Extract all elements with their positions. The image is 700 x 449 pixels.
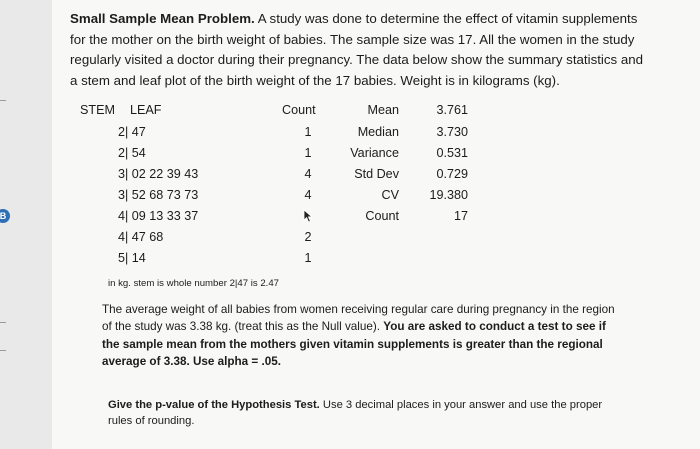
problem-intro (70, 9, 650, 91)
stat-label-median: Median (357, 125, 399, 139)
stem-row: 4| 09 13 33 37 (118, 209, 199, 223)
margin-tick (0, 322, 6, 323)
stat-label-std-dev: Std Dev (354, 167, 399, 181)
question-bold-text: Give the p-value of the Hypothesis Test. (108, 399, 320, 411)
stem-count: 1 (304, 146, 312, 160)
problem-description: A study was done to determine the effect of vitamin supplements for the mother on the birth weight of babies. The sample size was 17. All the women in the study regularly visited a doctor during their pregnancy. The data below show the summary statistics and a stem and leaf plot of the birth weight of the 17 babies. Weight is in kilograms (kg). (70, 11, 644, 88)
stat-value-mean: 3.761 (436, 103, 468, 117)
stem-leaf-note: in kg. stem is whole number 2|47 is 2.47 (108, 278, 280, 289)
stem-row: 3| 52 68 73 73 (118, 188, 199, 202)
stat-label-mean: Mean (367, 103, 399, 117)
mouse-cursor-icon (303, 209, 315, 223)
question-prompt (108, 398, 618, 429)
stem-count: 4 (304, 188, 312, 202)
stat-value-count: 17 (453, 209, 468, 223)
stem-row: 5| 14 (118, 251, 146, 265)
hypothesis-paragraph (102, 301, 622, 371)
question-instruction-text: Use 3 decimal places in your answer and use the proper rules of rounding. (108, 399, 603, 427)
stem-header: STEM (80, 103, 115, 117)
stem-row: 3| 02 22 39 43 (118, 167, 199, 181)
stat-label-count: Count (365, 209, 399, 223)
stem-count: 1 (304, 125, 312, 139)
leaf-header: LEAF (130, 103, 162, 117)
count-header: Count (282, 103, 316, 117)
stem-count: 4 (304, 167, 312, 181)
null-value-text: The average weight of all babies from women receiving regular care during pregnancy in the region of the study was 3.38 kg. (treat this as the Null value). (102, 303, 615, 334)
stat-value-median: 3.730 (436, 125, 468, 139)
test-instruction-text: You are asked to conduct a test to see if the sample mean from the mothers given vitamin supplements is greater than the regional average of 3.38. Use alpha = .05. (102, 320, 606, 369)
problem-title: Small Sample Mean Problem. (70, 11, 255, 26)
stem-row: 2| 47 (118, 125, 146, 139)
stat-label-cv: CV (381, 188, 399, 202)
left-margin (0, 0, 52, 449)
margin-tick (0, 350, 6, 351)
stem-row: 2| 54 (118, 146, 146, 160)
margin-tick (0, 100, 6, 101)
stat-value-std-dev: 0.729 (436, 167, 468, 181)
stem-count: 2 (304, 230, 312, 244)
stat-label-variance: Variance (350, 146, 399, 160)
question-badge[interactable]: B (0, 209, 10, 223)
stat-value-variance: 0.531 (436, 146, 468, 160)
stem-count: 1 (304, 251, 312, 265)
stat-value-cv: 19.380 (429, 188, 468, 202)
stem-row: 4| 47 68 (118, 230, 164, 244)
